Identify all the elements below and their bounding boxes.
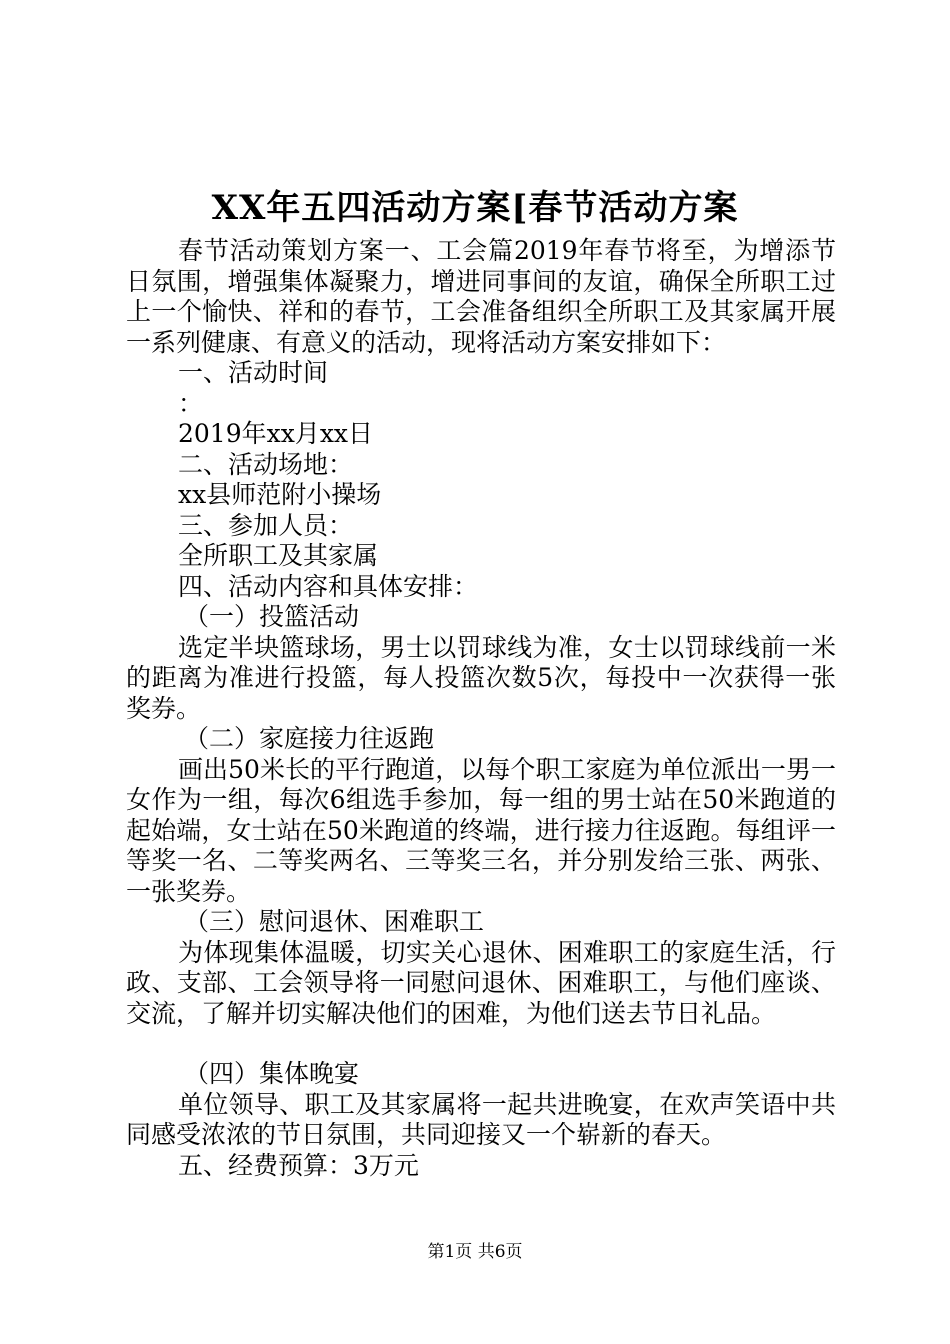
section-heading-time: 一、活动时间: [178, 358, 329, 387]
subsection-heading-dinner: （四）集体晚宴: [184, 1059, 360, 1088]
subsection-heading-basketball: （一）投篮活动: [184, 602, 360, 631]
subsection-heading-relay: （二）家庭接力往返跑: [184, 724, 435, 753]
document-title: XX年五四活动方案[春节活动方案: [211, 188, 739, 228]
page-footer: 第1页 共6页: [427, 1242, 523, 1262]
subsection-heading-visit: （三）慰问退休、困难职工: [184, 907, 485, 936]
section-heading-content: 四、活动内容和具体安排：: [178, 571, 479, 601]
section-heading-budget: 五、经费预算：3万元: [178, 1150, 419, 1180]
relay-paragraph: 画出50米长的平行跑道，以每个职工家庭为单位派出一男一女作为一组，每次6组选手参加，每一组的男士站在50米跑道的起始端，女士站在50米跑道的终端，进行接力往返跑。每组评一等奖一名、二等奖两名、三等奖三名，并分别发给三张、两张、一张奖券。: [126, 754, 836, 906]
dinner-paragraph: 单位领导、职工及其家属将一起共进晚宴，在欢声笑语中共同感受浓浓的节日氛围，共同迎接又一个崭新的春天。: [126, 1089, 836, 1149]
section-heading-venue: 二、活动场地：: [178, 449, 354, 479]
event-venue: xx县师范附小操场: [178, 480, 382, 509]
document-body: [126, 236, 836, 1181]
section-heading-participants: 三、参加人员：: [178, 510, 354, 540]
colon-line: ：: [178, 388, 204, 418]
visit-paragraph: 为体现集体温暖，切实关心退休、困难职工的家庭生活，行政、支部、工会领导将一同慰问退休、困难职工，与他们座谈、交流，了解并切实解决他们的困难，为他们送去节日礼品。: [126, 937, 836, 1028]
basketball-paragraph: 选定半块篮球场，男士以罚球线为准，女士以罚球线前一米的距离为准进行投篮，每人投篮次数5次，每投中一次获得一张奖券。: [126, 632, 836, 723]
intro-paragraph: 春节活动策划方案一、工会篇2019年春节将至，为增添节日氛围，增强集体凝聚力，增进同事间的友谊，确保全所职工过上一个愉快、祥和的春节，工会准备组织全所职工及其家属开展一系列健康、有意义的活动，现将活动方案安排如下：: [126, 236, 836, 357]
event-date: 2019年xx月xx日: [178, 419, 374, 448]
event-participants: 全所职工及其家属: [178, 541, 379, 570]
